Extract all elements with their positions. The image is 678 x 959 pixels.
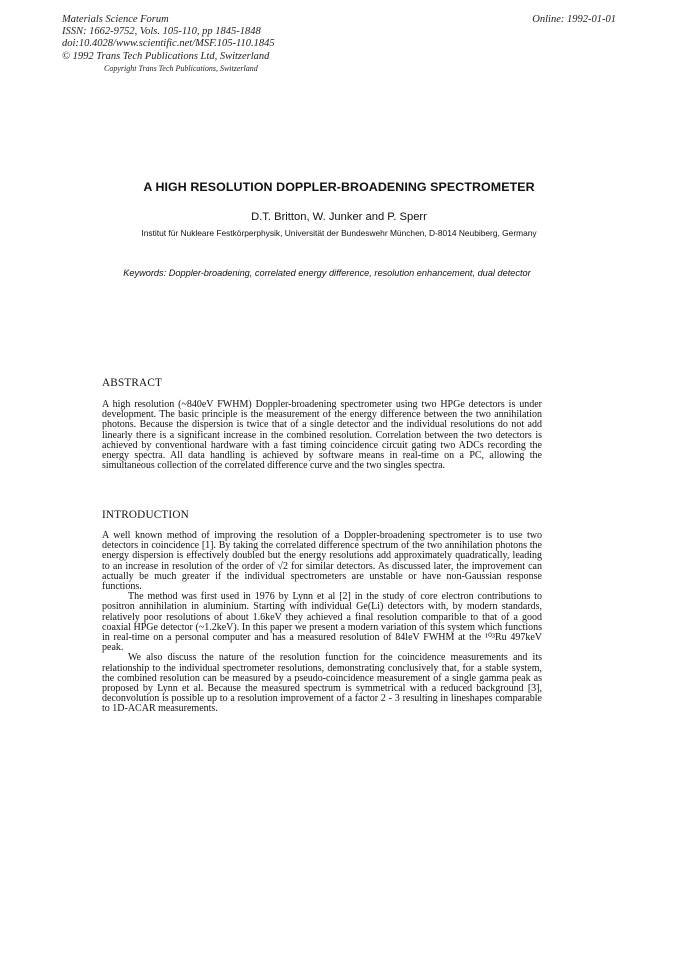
doi-line: doi:10.4028/www.scientific.net/MSF.105-110.1845 [62, 38, 275, 50]
intro-paragraph-3: We also discuss the nature of the resolution function for the coincidence measurements and its relationship to the individual spectrometer resolutions, demonstrating conclusively that, for a stable system, the combined resolution can be measured by a pseudo-coincidence measurement of a single gamma peak as proposed by Lynn et al. Because the measured spectrum is symmetrical with a reduced background [3], deconvolution is possible up to a resolution improvement of a factor 2 - 3 resulting in lineshapes comparable to 1D-ACAR measurements. [102, 652, 542, 715]
online-date: Online: 1992-01-01 [532, 14, 616, 25]
introduction-body [102, 531, 542, 715]
abstract-body [102, 400, 542, 471]
paper-keywords: Keywords: Doppler-broadening, correlated energy difference, resolution enhancement, dual detector [123, 268, 531, 278]
abstract-heading: ABSTRACT [102, 377, 163, 389]
introduction-heading: INTRODUCTION [102, 509, 189, 521]
copyright-line: Copyright Trans Tech Publications, Switzerland [104, 63, 258, 73]
publication-metadata [62, 14, 422, 74]
paper-affiliation: Institut für Nukleare Festkörperphysik, Universität der Bundeswehr München, D-8014 Neubiberg, Germany [141, 228, 537, 238]
intro-paragraph-1: A well known method of improving the resolution of a Doppler-broadening spectrometer is to use two detectors in coincidence [1]. By taking the correlated difference spectrum of the two annihilation photons the energy dispersion is effectively doubled but the energy resolutions add approximately quadratically, leading to an increase in resolution of the order of √2 for similar detectors. As discussed later, the improvement can actually be much greater if the individual spectrometers are unstable or have non-Gaussian response functions. [102, 530, 542, 593]
intro-paragraph-2: The method was first used in 1976 by Lynn et al [2] in the study of core electron contributions to positron annihilation in aluminium. Starting with individual Ge(Li) detectors with, by modern standards, relatively poor resolutions of about 1.6keV they achieved a final resolution comparible to that of a good coaxial HPGe detector (~1.2keV). In this paper we present a modern variation of this system which functions in real-time on a personal computer and has a measured resolution of 84leV FWHM at the ¹⁰³Ru 497keV peak. [102, 591, 542, 654]
paper-title: A HIGH RESOLUTION DOPPLER-BROADENING SPECTROMETER [143, 180, 535, 194]
paper-authors: D.T. Britton, W. Junker and P. Sperr [251, 211, 427, 223]
publisher-line: © 1992 Trans Tech Publications Ltd, Switzerland [62, 50, 270, 62]
abstract-paragraph: A high resolution (~840eV FWHM) Doppler-broadening spectrometer using two HPGe detectors is under development. The basic principle is the measurement of the energy difference between the two annihilation photons. Because the dispersion is twice that of a single detector and the individual resolutions do not add linearly there is a significant increase in the combined resolution. Correlation between the two detectors is achieved by conventional hardware with a fast timing coincidence circuit gating two ADCs recording the energy spectra. All data handling is achieved by software means in real-time on a PC, allowing the simultaneous collection of the correlated difference curve and the two singles spectra. [102, 399, 542, 472]
issn-line: ISSN: 1662-9752, Vols. 105-110, pp 1845-1848 [62, 26, 261, 38]
journal-name: Materials Science Forum [62, 14, 169, 25]
